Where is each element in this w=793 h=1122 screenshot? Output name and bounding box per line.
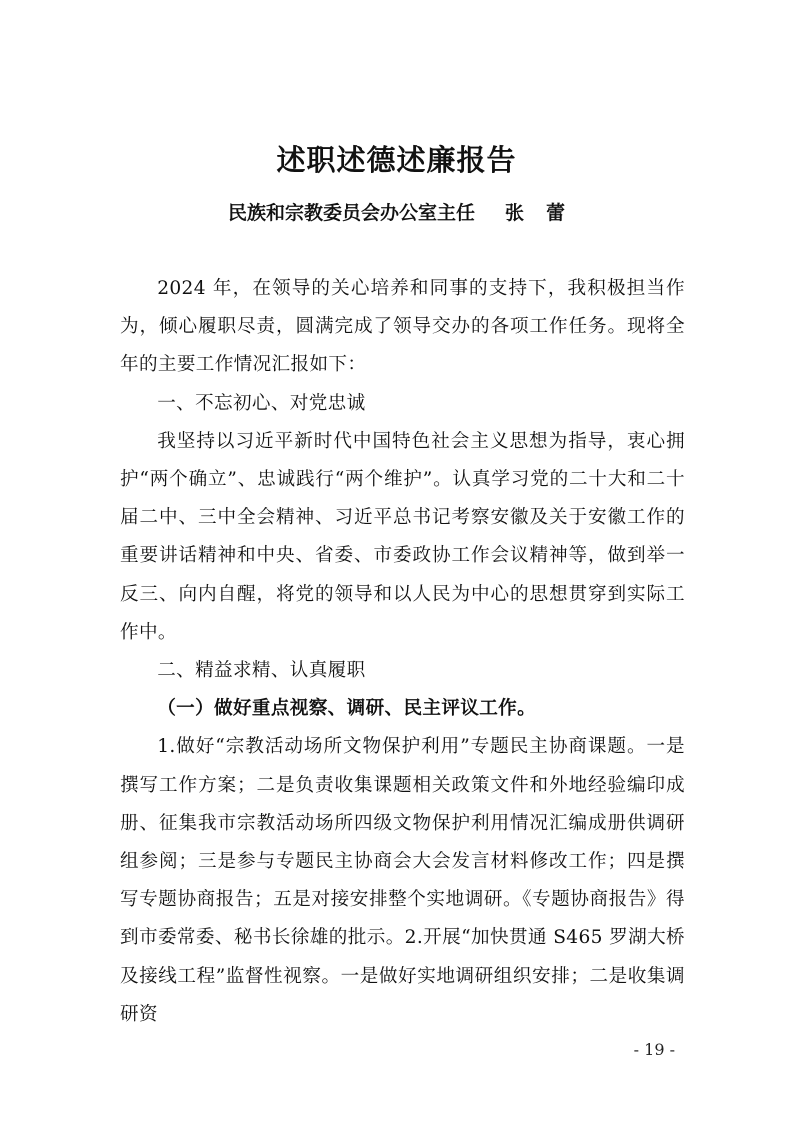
subtitle-name-part-2: 蕾 [546, 202, 566, 224]
subsection-heading-1: （一）做好重点视察、调研、民主评议工作。 [157, 698, 537, 720]
section-heading-2: 二、精益求精、认真履职 [157, 660, 366, 682]
section-heading-1: 一、不忘初心、对党忠诚 [157, 392, 366, 414]
document-title: 述职述德述廉报告 [276, 143, 517, 177]
document-subtitle [0, 197, 793, 229]
intro-paragraph: 2024 年，在领导的关心培养和同事的支持下，我积极担当作为，倾心履职尽责，圆满完成了领导交办的各项工作任务。现将全年的主要工作情况汇报如下： [120, 278, 685, 376]
subtitle-organization: 民族和宗教委员会办公室主任 [227, 202, 475, 224]
document-body [120, 270, 685, 1034]
subtitle-name-part-1: 张 [504, 202, 524, 224]
page-number: - 19 - [633, 1040, 675, 1059]
section-1-paragraph: 我坚持以习近平新时代中国特色社会主义思想为指导，衷心拥护“两个确立”、忠诚践行“两个维护”。认真学习党的二十大和二十届二中、三中全会精神、习近平总书记考察安徽及关于安徽工作的重要讲话精神和中央、省委、市委政协工作会议精神等，做到举一反三、向内自醒，将党的领导和以人民为中心的思想贯穿到实际工作中。 [120, 430, 685, 643]
subsection-1-paragraph: 1.做好“宗教活动场所文物保护利用”专题民主协商课题。一是撰写工作方案；二是负责收集课题相关政策文件和外地经验编印成册、征集我市宗教活动场所四级文物保护利用情况汇编成册供调研组参阅；三是参与专题民主协商会大会发言材料修改工作；四是撰写专题协商报告；五是对接安排整个实地调研。《专题协商报告》得到市委常委、秘书长徐雄的批示。2.开展“加快贯通 S465 罗湖大桥及接线工程”监督性视察。一是做好实地调研组织安排；二是收集调研资 [120, 736, 685, 1025]
